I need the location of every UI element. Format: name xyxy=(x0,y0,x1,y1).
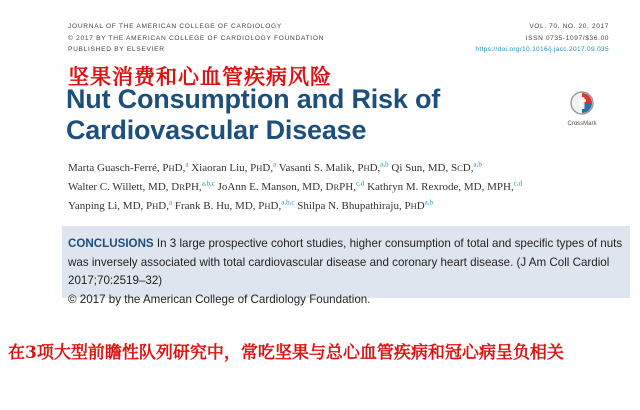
author-degree: D, xyxy=(174,161,186,174)
author-name: Kathryn M. Rexrode, MD, MPH, xyxy=(367,180,514,193)
doi-link[interactable]: https://doi.org/10.1016/j.jacc.2017.09.035 xyxy=(475,46,609,53)
article-title-line2: Cardiovascular Disease xyxy=(66,115,367,145)
author-affiliation[interactable]: a,b xyxy=(424,198,434,207)
crossmark-icon xyxy=(569,90,595,116)
author-affiliation[interactable]: c,d xyxy=(355,179,365,188)
author-degree: D, xyxy=(462,161,474,174)
conclusions-box xyxy=(62,226,630,306)
conclusions-copyright: © 2017 by the American College of Cardiology Foundation. xyxy=(68,292,371,306)
issn-line: ISSN 0735-1097/$36.00 xyxy=(525,34,609,42)
author-name: Vasanti S. Malik, P xyxy=(278,161,364,174)
author-degree: PH, xyxy=(184,180,202,193)
publisher-line: PUBLISHED BY ELSEVIER xyxy=(68,46,165,53)
author xyxy=(297,200,433,212)
author-name: Xiaoran Liu, P xyxy=(191,161,257,174)
author-degree: D, xyxy=(270,199,282,212)
author-affiliation[interactable]: a,b xyxy=(473,160,482,168)
author-list xyxy=(68,157,588,214)
author-degree: D, xyxy=(369,161,381,174)
author-degree-smallcaps: H xyxy=(168,162,175,173)
conclusions-label: CONCLUSIONS xyxy=(68,237,154,250)
author-name: Yanping Li, MD, P xyxy=(68,199,153,212)
author-degree: D, xyxy=(262,161,274,174)
author-affiliation[interactable]: a,b,c xyxy=(281,198,295,207)
author xyxy=(68,200,172,212)
author-affiliation[interactable]: a xyxy=(169,198,173,207)
author-degree: PH, xyxy=(339,180,356,193)
author-degree-smallcaps: H xyxy=(264,200,271,211)
copyright-line: © 2017 BY THE AMERICAN COLLEGE OF CARDIOLOGY FOUNDATION xyxy=(68,34,325,42)
author xyxy=(191,162,276,174)
volume-line: VOL. 70, NO. 20, 2017 xyxy=(529,23,609,30)
chinese-title: 坚果消费和心血管疾病风险 xyxy=(68,64,332,89)
author xyxy=(391,162,481,174)
article-title-line1: Nut Consumption and Risk of xyxy=(66,84,441,114)
conclusions-text: In 3 large prospective cohort studies, higher consumption of total and specific types of nuts was inversely associated with total cardiovascular disease and coronary heart disease. xyxy=(68,237,623,269)
author-affiliation[interactable]: a xyxy=(185,160,189,168)
author-affiliation[interactable]: c,d xyxy=(513,179,523,188)
author-degree-smallcaps: H xyxy=(410,200,417,211)
author xyxy=(68,181,215,193)
author-degree: D xyxy=(416,199,425,212)
conclusions-paragraph xyxy=(62,226,630,309)
author-degree-smallcaps: H xyxy=(256,162,263,173)
author-name: Qi Sun, MD, S xyxy=(391,161,458,174)
author-affiliation[interactable]: a xyxy=(273,160,277,168)
author-degree: D, xyxy=(158,199,169,212)
citation: (J Am Coll Cardiol 2017;70:2519–32) xyxy=(68,255,610,287)
author xyxy=(175,200,295,212)
author-degree-smallcaps: R xyxy=(333,181,340,192)
article-title xyxy=(66,84,440,146)
author-degree-smallcaps: H xyxy=(363,162,370,173)
journal-header-left xyxy=(68,21,324,56)
author-affiliation[interactable]: a,b xyxy=(380,160,389,168)
author xyxy=(218,181,365,193)
author-name: Shilpa N. Bhupathiraju, P xyxy=(297,199,411,212)
crossmark-label: CrossMark xyxy=(567,121,597,127)
journal-header-right xyxy=(475,21,609,56)
author-name: Walter C. Willett, MD, D xyxy=(68,180,180,193)
author-name: JoAnn E. Manson, MD, D xyxy=(217,180,334,193)
author-degree-smallcaps: H xyxy=(152,200,159,211)
author-affiliation[interactable]: a,b,c xyxy=(201,179,215,188)
author-degree-smallcaps: R xyxy=(179,181,185,192)
author xyxy=(367,181,522,193)
chinese-summary: 在3项大型前瞻性队列研究中，常吃坚果与总心血管疾病和冠心病呈负相关 xyxy=(8,343,564,363)
author xyxy=(279,162,389,174)
author-degree-smallcaps: C xyxy=(457,162,463,173)
crossmark-badge[interactable] xyxy=(563,90,601,127)
author xyxy=(68,162,188,174)
author-name: Frank B. Hu, MD, P xyxy=(174,199,265,212)
journal-name: JOURNAL OF THE AMERICAN COLLEGE OF CARDIOLOGY xyxy=(68,23,282,30)
author-name: Marta Guasch-Ferré, P xyxy=(68,161,169,174)
